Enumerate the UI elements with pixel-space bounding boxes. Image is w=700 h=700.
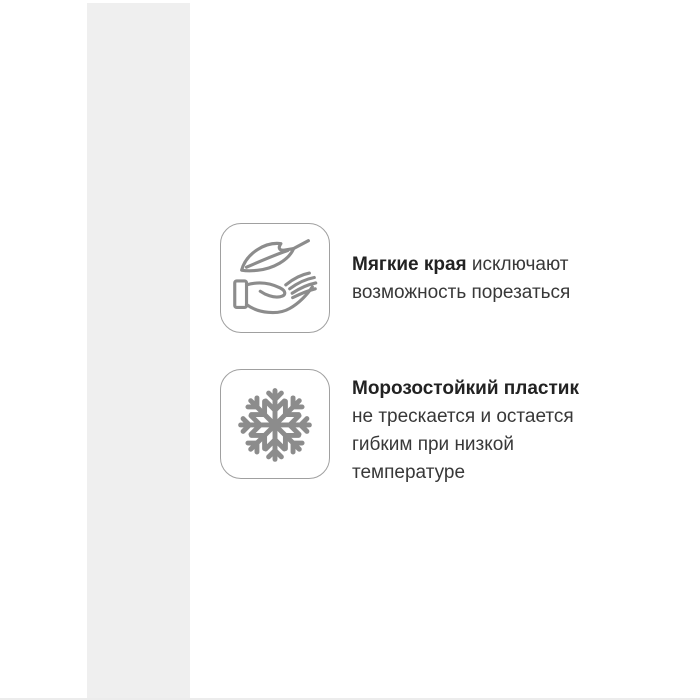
feature-text-line <box>352 431 588 459</box>
feature-text-line <box>352 375 588 403</box>
feature-frost-resistant <box>220 369 588 487</box>
snowflake-icon <box>220 369 330 479</box>
feature-line-text: исключают <box>466 254 569 275</box>
feature-line-text: температуре <box>352 462 466 483</box>
hand-feather-glyph <box>221 224 329 332</box>
feature-frost-resistant-text <box>352 375 588 487</box>
feature-text-line <box>352 403 588 431</box>
feature-line-text: возможность порезаться <box>352 282 571 303</box>
feature-text-line <box>352 251 588 279</box>
feature-title: Морозостойкий пластик <box>352 378 579 399</box>
snowflake-glyph <box>221 370 329 478</box>
hand-feather-icon <box>220 223 330 333</box>
feature-line-text: не трескается и остается <box>352 406 574 427</box>
feature-text-line <box>352 279 588 307</box>
feature-text-line <box>352 459 588 487</box>
feature-line-text: гибким при низкой <box>352 434 514 455</box>
left-accent-stripe <box>87 3 190 698</box>
feature-soft-edges <box>220 223 588 333</box>
feature-title: Мягкие края <box>352 254 467 275</box>
feature-soft-edges-text <box>352 251 588 307</box>
